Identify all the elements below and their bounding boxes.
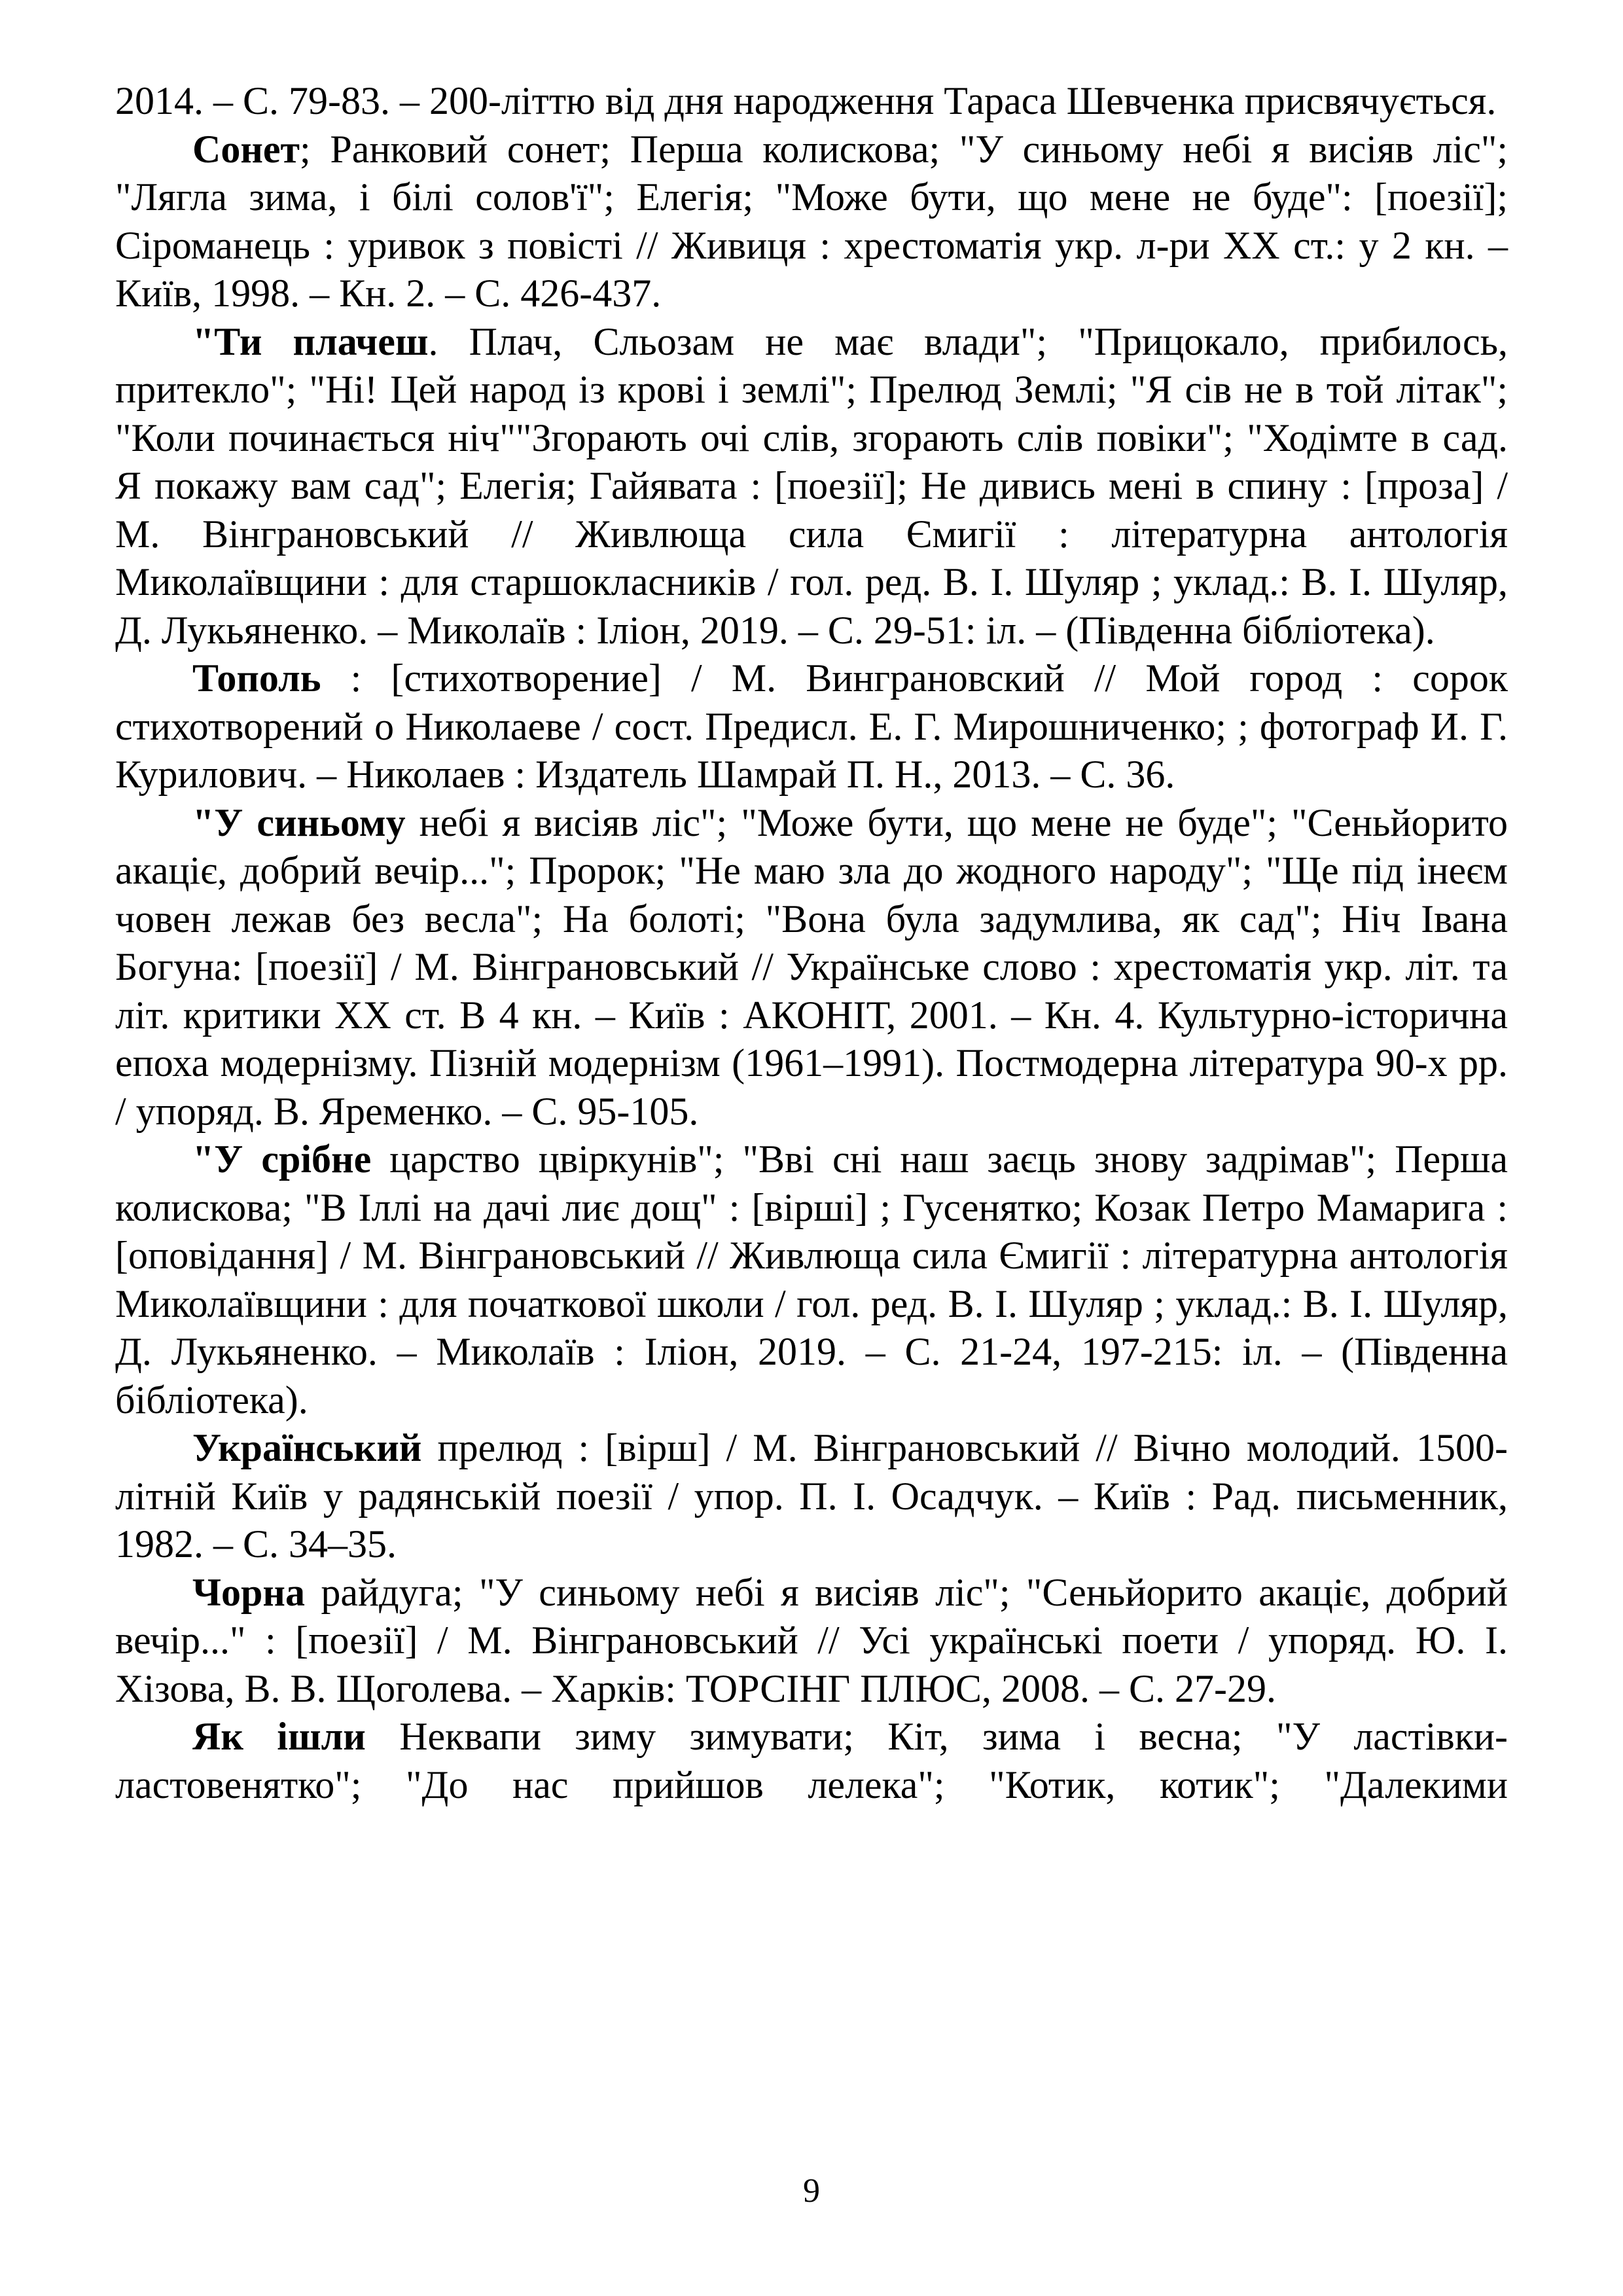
- entry-text: Неквапи зиму зимувати; Кіт, зима і весна; "У ластівки-ластовенятко"; "До нас прийшов лелека"; "Котик, котик"; "Далекими: [115, 1715, 1508, 1806]
- entry-text: ; Ранковий сонет; Перша колискова; "У синьому небі я висіяв ліс"; "Лягла зима, і білі солов'ї"; Елегія; "Може бути, що мене не буде": [поезії]; Сіроманець : уривок з повісті // Живиця : хрестоматія укр. л-ри ХХ ст.: у 2 кн. – Київ, 1998. – Кн. 2. – С. 426-437.: [115, 127, 1508, 315]
- bibliography-entry: [115, 1713, 1508, 1809]
- entry-text: : [стихотворение] / М. Винграновский // Мой город : сорок стихотворений о Николаеве / сост. Предисл. Е. Г. Мирошниченко; ; фотограф И. Г. Курилович. – Николаев : Издатель Шамрай П. Н., 2013. – С. 36.: [115, 656, 1508, 796]
- entry-text: . Плач, Сльозам не має влади"; "Прицокало, прибилось, притекло"; "Ні! Цей народ із крові і землі"; Прелюд Землі; "Я сів не в той літак"; "Коли починається ніч""Згорають очі слів, згорають слів повіки"; "Ходімте в сад. Я покажу вам сад"; Елегія; Гайявата : [поезії]; Не дивись мені в спину : [проза] / М. Вінграновський // Живлюща сила Ємигії : літературна антологія Миколаївщини : для старшокласників / гол. ред. В. І. Шуляр ; уклад.: В. І. Шуляр, Д. Лукьяненко. – Миколаїв : Іліон, 2019. – С. 29-51: іл. – (Південна бібліотека).: [115, 319, 1508, 652]
- entry-lead: "Ти плачеш: [192, 319, 429, 363]
- entry-text: райдуга; "У синьому небі я висіяв ліс"; "Сеньйорито акаціє, добрий вечір..." : [поезії] / М. Вінграновський // Усі українські поети / упоряд. Ю. І. Хізова, В. В. Щоголева. – Харків: ТОРСІНГ ПЛЮС, 2008. – С. 27-29.: [115, 1570, 1508, 1710]
- bibliography-entry: [115, 126, 1508, 318]
- page-number: 9: [803, 2172, 820, 2210]
- bibliography-entry: [115, 318, 1508, 655]
- entry-lead: Тополь: [192, 656, 321, 700]
- entry-lead: Український: [192, 1426, 422, 1469]
- bibliography-entry: [115, 799, 1508, 1136]
- entry-lead: "У срібне: [192, 1138, 372, 1181]
- entry-text: царство цвіркунів"; "Вві сні наш заєць знову задрімав"; Перша колискова; "В Іллі на дачі лиє дощ" : [вірші] ; Гусенятко; Козак Петро Мамарига : [оповідання] / М. Вінграновський // Живлюща сила Ємигії : літературна антологія Миколаївщини : для початкової школи / гол. ред. В. І. Шуляр ; уклад.: В. І. Шуляр, Д. Лукьяненко. – Миколаїв : Іліон, 2019. – С. 21-24, 197-215: іл. – (Південна бібліотека).: [115, 1138, 1508, 1422]
- entry-lead: "У синьому: [192, 800, 406, 844]
- continuation-paragraph: 2014. – С. 79-83. – 200-літтю від дня народження Тараса Шевченка присвячується.: [115, 79, 1497, 122]
- entry-text: прелюд : [вірш] / М. Вінграновський // Вічно молодий. 1500-літній Київ у радянській поезії / упор. П. І. Осадчук. – Київ : Рад. письменник, 1982. – С. 34–35.: [115, 1426, 1508, 1566]
- bibliography-entry: [115, 1136, 1508, 1424]
- bibliography-entry: [115, 655, 1508, 799]
- entry-text: небі я висіяв ліс"; "Може бути, що мене не буде"; "Сеньйорито акаціє, добрий вечір..."; Пророк; "Не маю зла до жодного народу"; "Ще під інеєм човен лежав без весла"; На болоті; "Вона була задумлива, як сад"; Ніч Івана Богуна: [поезії] / М. Вінграновський // Українське слово : хрестоматія укр. літ. та літ. критики ХХ ст. В 4 кн. – Київ : АКОНІТ, 2001. – Кн. 4. Культурно-історична епоха модернізму. Пізній модернізм (1961–1991). Постмодерна література 90-х рр. / упоряд. В. Яременко. – С. 95-105.: [115, 800, 1508, 1133]
- bibliography-entry: [115, 1569, 1508, 1713]
- entry-lead: Як ішли: [192, 1715, 366, 1758]
- bibliography-entry: [115, 1424, 1508, 1569]
- document-page: [115, 77, 1508, 1809]
- entry-lead: Сонет: [192, 127, 300, 171]
- entry-lead: Чорна: [192, 1570, 305, 1614]
